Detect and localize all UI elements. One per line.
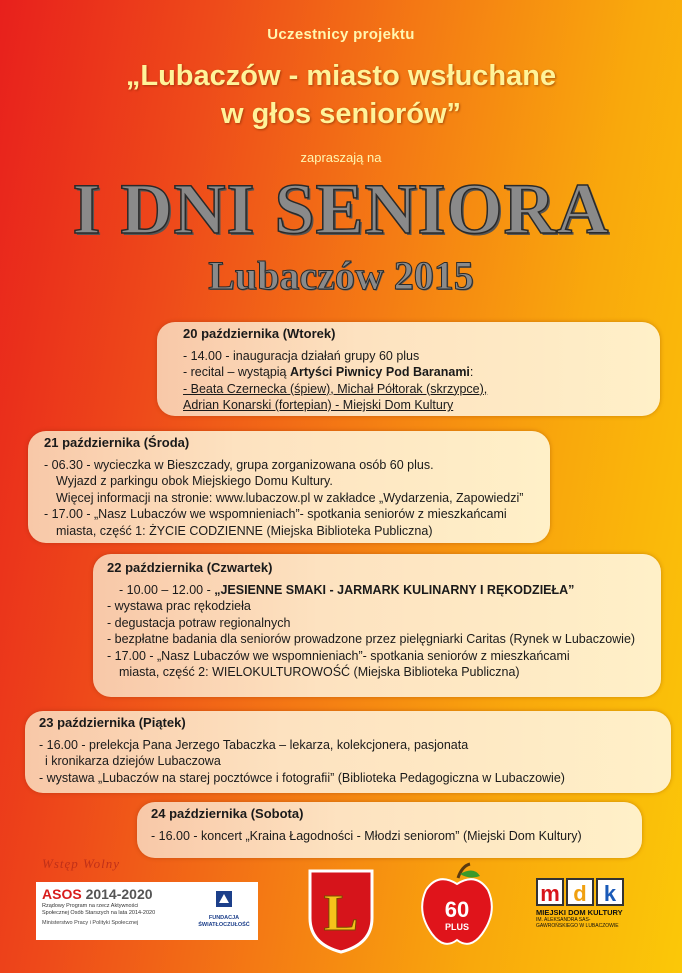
free-entry-note: Wstęp Wolny bbox=[42, 856, 121, 871]
invite-text: zapraszają na bbox=[300, 150, 382, 165]
foundation-logo bbox=[196, 888, 252, 928]
mdk-patron: IM. ALEKSANDRA SAS-GAWROŃSKIEGO W LUBACZOWIE bbox=[536, 917, 619, 929]
day-box-22-oct bbox=[93, 554, 661, 697]
event-highlight: „JESIENNE SMAKI - JARMARK KULINARNY I RĘKODZIEŁA” bbox=[214, 582, 575, 597]
event-line: - 17.00 - „Nasz Lubaczów we wspomnieniach”- spotkania seniorów z mieszkańcami bbox=[107, 648, 570, 663]
crest-letter: L bbox=[323, 885, 359, 942]
day-box-21-oct bbox=[28, 431, 550, 543]
event-text: - recital – wystąpią bbox=[183, 365, 290, 379]
foundation-name bbox=[196, 915, 252, 928]
mdk-letter-d: d bbox=[566, 878, 594, 906]
foundation-title: ŚWIATŁOCZUŁOŚĆ bbox=[198, 921, 250, 928]
event-text: : bbox=[469, 365, 474, 379]
day-box-20-oct bbox=[157, 322, 660, 416]
project-lead: Uczestnicy projektu bbox=[267, 26, 415, 43]
event-line bbox=[183, 364, 650, 381]
apple-plus: PLUS bbox=[444, 922, 470, 932]
event-line: Adrian Konarski (fortepian) - Miejski Dom Kultury bbox=[183, 398, 454, 412]
event-line: - wystawa prac rękodzieła bbox=[107, 599, 251, 613]
event-line: - wystawa „Lubaczów na starej pocztówce i fotografii” (Biblioteka Pedagogiczna w Lubaczowie) bbox=[39, 770, 565, 785]
day-heading: 21 października (Środa) bbox=[44, 435, 190, 450]
day-box-23-oct bbox=[25, 711, 671, 793]
apple-60-plus-icon bbox=[418, 862, 496, 948]
event-line: - 14.00 - inauguracja działań grupy 60 plus bbox=[183, 348, 420, 363]
mdk-logo bbox=[536, 878, 632, 944]
event-line: Wyjazd z parkingu obok Miejskiego Domu Kultury. bbox=[56, 474, 333, 488]
event-line: - 16.00 - koncert „Kraina Łagodności - Młodzi seniorom” (Miejski Dom Kultury) bbox=[151, 828, 582, 843]
asos-name: ASOS bbox=[42, 886, 82, 902]
mdk-letter-k: k bbox=[596, 878, 624, 906]
project-title-line1: „Lubaczów - miasto wsłuchane bbox=[125, 60, 557, 92]
mdk-letters bbox=[536, 878, 632, 906]
event-line: - degustacja potraw regionalnych bbox=[107, 615, 291, 630]
event-line: - 06.30 - wycieczka w Bieszczady, grupa zorganizowana osób 60 plus. bbox=[44, 457, 434, 472]
event-text: - 10.00 – 12.00 - bbox=[119, 582, 215, 597]
event-line: - bezpłatne badania dla seniorów prowadzone przez pielęgniarki Caritas (Rynek w Lubaczowie) bbox=[107, 632, 636, 646]
apple-number: 60 bbox=[444, 897, 470, 922]
event-line: miasta, część 2: WIELOKULTUROWOŚĆ (Miejska Biblioteka Publiczna) bbox=[119, 665, 520, 679]
asos-ministry: Ministerstwo Pracy i Polityki Społecznej bbox=[42, 920, 139, 926]
day-heading: 22 października (Czwartek) bbox=[107, 560, 273, 575]
asos-subtitle: Rządowy Program na rzecz Aktywności Społecznej Osób Starszych na lata 2014-2020 bbox=[42, 903, 156, 916]
project-title-line2: w głos seniorów” bbox=[220, 98, 462, 130]
event-line: miasta, część 1: ŻYCIE CODZIENNE (Miejska Biblioteka Publiczna) bbox=[56, 523, 433, 538]
sub-title: Lubaczów 2015 bbox=[208, 253, 474, 298]
foundation-book-icon bbox=[213, 888, 235, 910]
event-line: Więcej informacji na stronie: www.lubaczow.pl w zakładce „Wydarzenia, Zapowiedzi” bbox=[56, 490, 524, 505]
day-heading: 23 października (Piątek) bbox=[39, 715, 186, 730]
mdk-letter-m: m bbox=[536, 878, 564, 906]
event-line: - 16.00 - prelekcja Pana Jerzego Tabaczka – lekarza, kolekcjonera, pasjonata bbox=[39, 737, 469, 752]
event-line: i kronikarza dziejów Lubaczowa bbox=[45, 754, 221, 768]
mdk-name: MIEJSKI DOM KULTURY bbox=[536, 908, 623, 917]
day-heading: 24 października (Sobota) bbox=[151, 806, 304, 821]
event-line: - 17.00 - „Nasz Lubaczów we wspomnieniach”- spotkania seniorów z mieszkańcami bbox=[44, 507, 507, 521]
foundation-label: FUNDACJA bbox=[208, 915, 240, 921]
lubaczow-crest-icon bbox=[307, 868, 375, 954]
event-highlight: Artyści Piwnicy Pod Baranami bbox=[289, 365, 470, 379]
main-title: I DNI SENIORA bbox=[72, 169, 610, 249]
day-box-24-oct bbox=[137, 802, 642, 858]
day-heading: 20 października (Wtorek) bbox=[183, 326, 336, 341]
event-line: - Beata Czernecka (śpiew), Michał Półtorak (skrzypce), bbox=[183, 381, 488, 396]
asos-years: 2014-2020 bbox=[81, 886, 153, 902]
event-line bbox=[107, 582, 651, 599]
